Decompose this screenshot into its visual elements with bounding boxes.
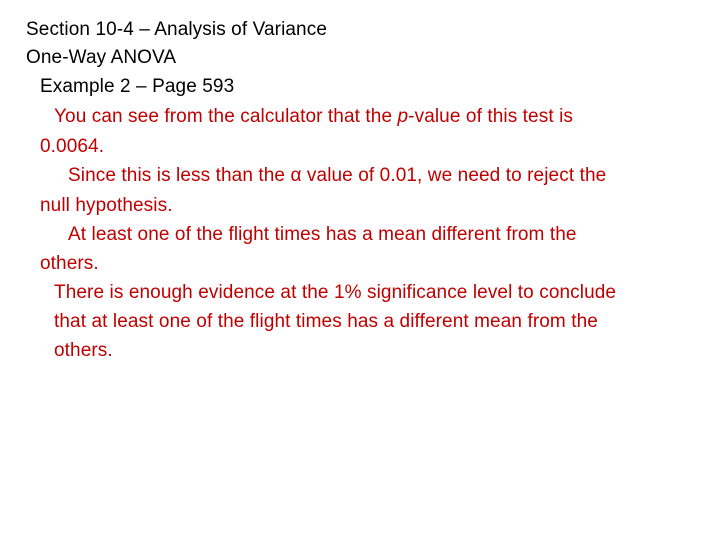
pvalue-text-after: -value of this test is: [408, 106, 573, 127]
paragraph-reject-line2: null hypothesis.: [40, 195, 173, 216]
paragraph-evidence-line3: others.: [54, 340, 113, 361]
example-title: Example 2 – Page 593: [40, 76, 235, 97]
pvalue-italic-p: p: [397, 106, 409, 127]
pvalue-text-before: You can see from the calculator that the: [54, 106, 398, 127]
paragraph-conclusion-line1: At least one of the flight times has a mean different from the: [68, 224, 577, 245]
topic-title: One-Way ANOVA: [26, 47, 177, 68]
section-title: Section 10-4 – Analysis of Variance: [26, 19, 327, 40]
paragraph-pvalue-line2: 0.0064.: [40, 136, 105, 157]
paragraph-evidence-line2: that at least one of the flight times has a different mean from the: [54, 311, 598, 332]
paragraph-evidence-line1: There is enough evidence at the 1% significance level to conclude: [54, 282, 617, 303]
paragraph-conclusion-line2: others.: [40, 253, 99, 274]
paragraph-pvalue-line1: [54, 104, 573, 130]
paragraph-reject-line1: Since this is less than the α value of 0.01, we need to reject the: [68, 165, 607, 186]
